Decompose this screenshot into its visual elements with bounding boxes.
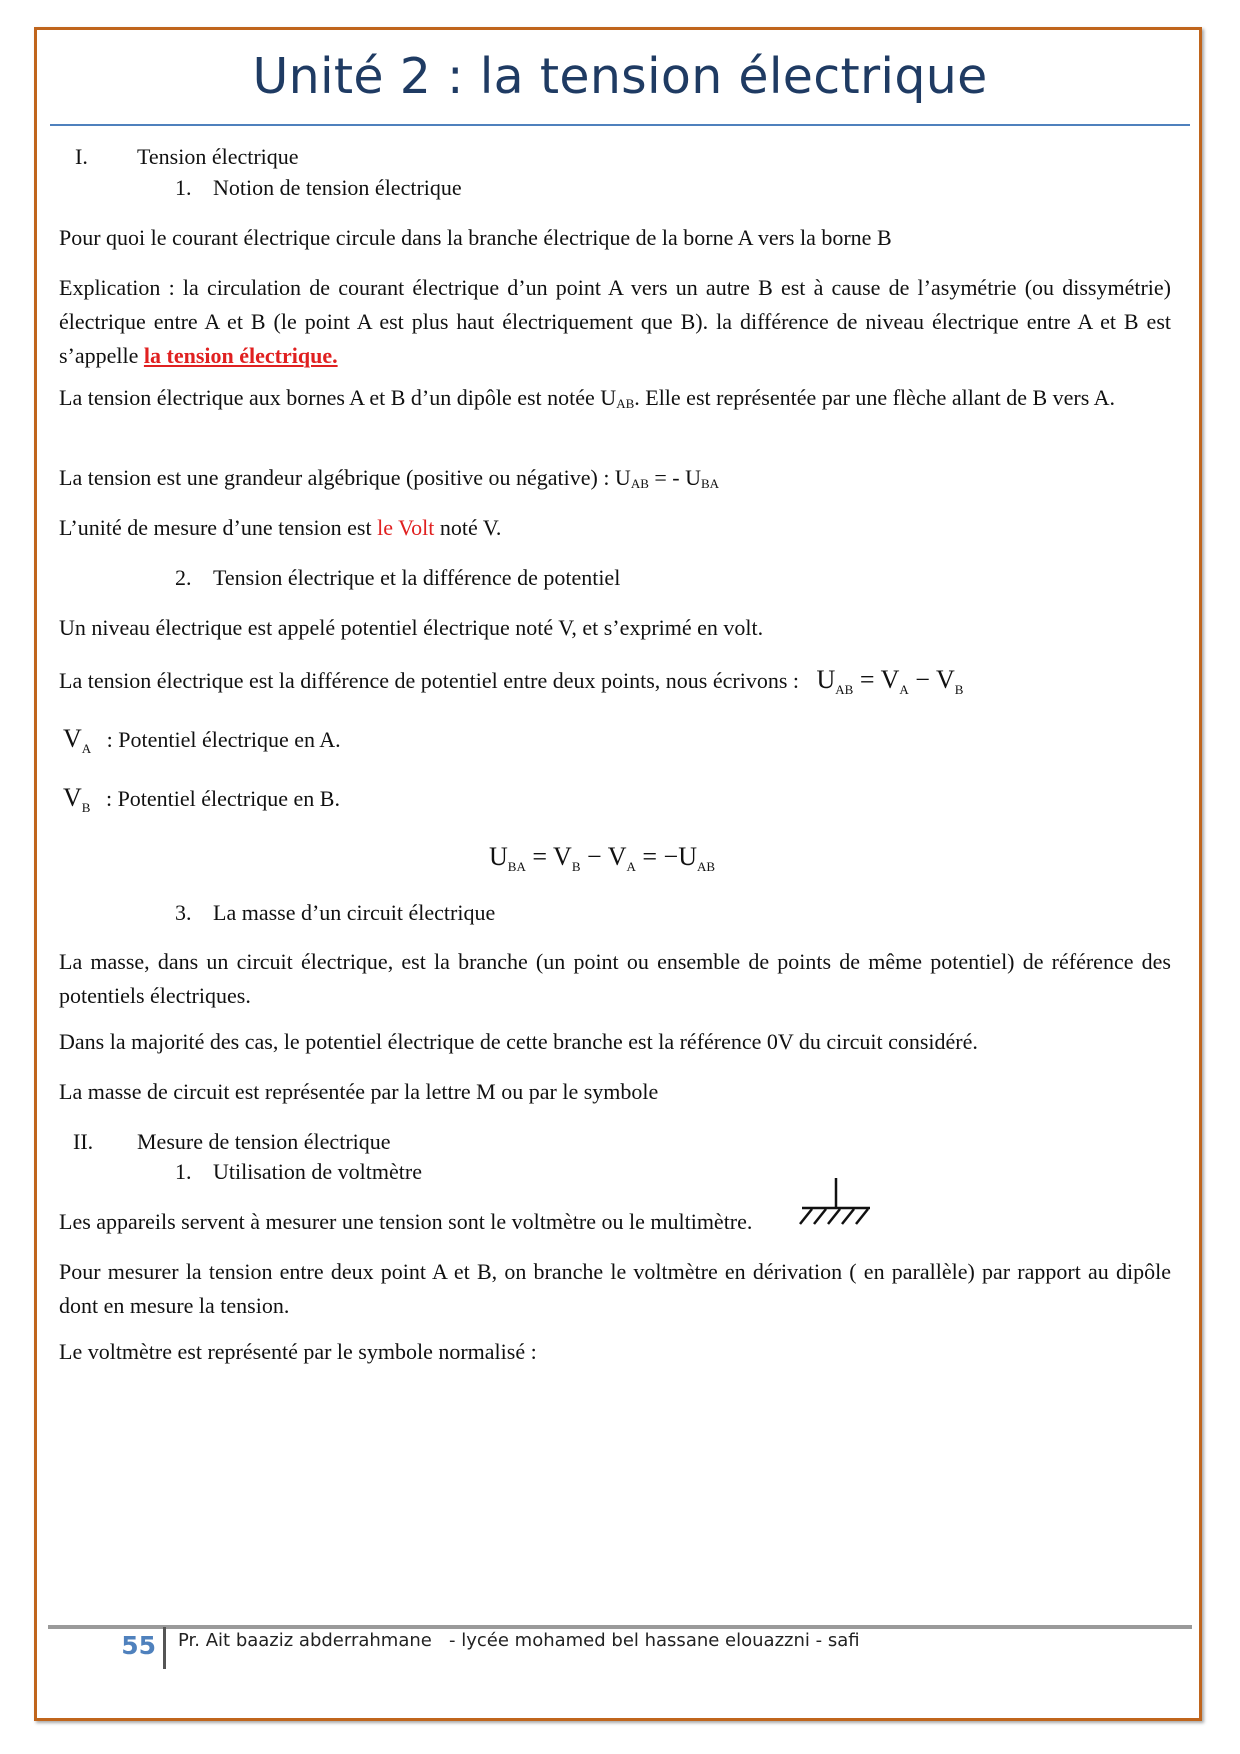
page-title: Unité 2 : la tension électrique bbox=[252, 48, 988, 105]
section-I-2-title: Tension électrique et la différence de potentiel bbox=[213, 565, 621, 590]
paragraph-masse-symbole: La masse de circuit est représentée par la lettre M ou par le symbole bbox=[59, 1079, 659, 1104]
equation-uab bbox=[816, 665, 964, 697]
paragraph-niveau: Un niveau électrique est appelé potentiel électrique noté V, et s’exprimé en volt. bbox=[59, 615, 764, 640]
unite-text-a: L’unité de mesure d’une tension est bbox=[59, 515, 378, 540]
paragraph-algebrique bbox=[59, 461, 719, 495]
algebrique-sub1: AB bbox=[630, 476, 649, 491]
equation-uba bbox=[489, 840, 715, 874]
section-II-number: II. bbox=[73, 1129, 94, 1154]
eq1-vb-sub: B bbox=[954, 682, 964, 697]
section-I-1-number: 1. bbox=[175, 175, 192, 200]
paragraph-question: Pour quoi le courant électrique circule dans la branche électrique de la borne A vers la borne B bbox=[59, 225, 892, 250]
paragraph-voltmetre: Le voltmètre est représenté par le symbole normalisé : bbox=[59, 1339, 537, 1364]
eq2-va: V bbox=[607, 842, 627, 871]
eq1-vb: V bbox=[935, 665, 955, 694]
vb-v: V bbox=[63, 783, 82, 812]
eq1-equals: = bbox=[853, 665, 881, 694]
definition-va bbox=[63, 722, 341, 757]
algebrique-sub2: BA bbox=[701, 476, 720, 491]
vb-sub: B bbox=[81, 800, 91, 815]
eq2-minus: − bbox=[580, 842, 608, 871]
notation-text-a: La tension électrique aux bornes A et B d’un dipôle est notée U bbox=[59, 385, 617, 410]
unite-text-b: noté V. bbox=[434, 515, 502, 540]
section-I-3-title: La masse d’un circuit électrique bbox=[213, 900, 496, 925]
paragraph-explication bbox=[59, 271, 1171, 373]
explication-highlight: la tension électrique. bbox=[143, 343, 338, 368]
eq2-u: U bbox=[489, 842, 508, 871]
eq2-u2-sub: AB bbox=[696, 859, 716, 874]
paragraph-notation bbox=[59, 381, 1171, 415]
difference-text: La tension électrique est la différence de potentiel entre deux points, nous écrivons : bbox=[59, 668, 800, 693]
paragraph-mesurer: Pour mesurer la tension entre deux point A et B, on branche le voltmètre en dérivation ( en parallèle) par rapport au dipôle dont en mesure la tension. bbox=[59, 1259, 1171, 1318]
unite-volt: le Volt bbox=[377, 515, 435, 540]
footer-author: Pr. Ait baaziz abderrahmane - lycée mohamed bel hassane elouazzni - safi bbox=[178, 1630, 860, 1651]
paragraph-appareils: Les appareils servent à mesurer une tension sont le voltmètre ou le multimètre. bbox=[59, 1209, 753, 1234]
section-II-title: Mesure de tension électrique bbox=[137, 1129, 391, 1154]
section-II-1-title: Utilisation de voltmètre bbox=[213, 1159, 422, 1184]
eq2-vb-sub: B bbox=[571, 859, 581, 874]
algebrique-text: La tension est une grandeur algébrique (positive ou négative) : U bbox=[59, 465, 631, 490]
va-sub: A bbox=[81, 741, 92, 756]
eq2-va-sub: A bbox=[626, 859, 636, 874]
section-I-1-title: Notion de tension électrique bbox=[213, 175, 462, 200]
eq1-u-sub: AB bbox=[835, 682, 854, 697]
paragraph-masse-reference: Dans la majorité des cas, le potentiel électrique de cette branche est la référence 0V du circuit considéré. bbox=[59, 1029, 978, 1054]
section-I-title: Tension électrique bbox=[137, 144, 299, 169]
section-I-2-number: 2. bbox=[175, 565, 192, 590]
vb-symbol bbox=[63, 783, 91, 815]
eq2-vb: V bbox=[553, 842, 572, 871]
ground-symbol-icon bbox=[798, 1176, 878, 1236]
algebrique-mid: = - U bbox=[648, 465, 702, 490]
title-underline bbox=[50, 124, 1190, 126]
section-I-number: I. bbox=[75, 144, 88, 169]
footer-divider bbox=[163, 1627, 166, 1669]
section-I-3-number: 3. bbox=[175, 900, 192, 925]
footer-rule bbox=[48, 1625, 1192, 1629]
definition-vb bbox=[63, 781, 340, 816]
eq2-equals-minus: = − bbox=[635, 842, 679, 871]
eq2-equals: = bbox=[525, 842, 554, 871]
paragraph-difference bbox=[59, 663, 963, 698]
eq1-va-sub: A bbox=[899, 682, 909, 697]
eq1-minus: − bbox=[908, 665, 936, 694]
va-symbol bbox=[63, 724, 92, 756]
eq1-u: U bbox=[816, 665, 836, 694]
va-v: V bbox=[63, 724, 82, 753]
page-number: 55 bbox=[121, 1631, 156, 1660]
notation-text-b: . Elle est représentée par une flèche allant de B vers A. bbox=[634, 385, 1115, 410]
eq1-va: V bbox=[880, 665, 900, 694]
vb-label: : Potentiel électrique en B. bbox=[100, 786, 340, 811]
eq2-u2: U bbox=[678, 842, 697, 871]
section-II-1-number: 1. bbox=[175, 1159, 192, 1184]
notation-subscript: AB bbox=[616, 396, 635, 411]
eq2-u-sub: BA bbox=[507, 859, 526, 874]
paragraph-masse-definition: La masse, dans un circuit électrique, est la branche (un point ou ensemble de points de même potentiel) de référence des potentiels électriques. bbox=[59, 949, 1171, 1008]
section-I-heading bbox=[59, 140, 299, 174]
explication-text: Explication : la circulation de courant électrique d’un point A vers un autre B est à cause de l’asymétrie (ou dissymétrie) électrique entre A et B (le point A est plus haut électriquement que B). la différence de niveau électrique entre A et B est s’appelle bbox=[59, 275, 1171, 368]
paragraph-unite bbox=[59, 511, 501, 545]
va-label: : Potentiel électrique en A. bbox=[101, 727, 341, 752]
